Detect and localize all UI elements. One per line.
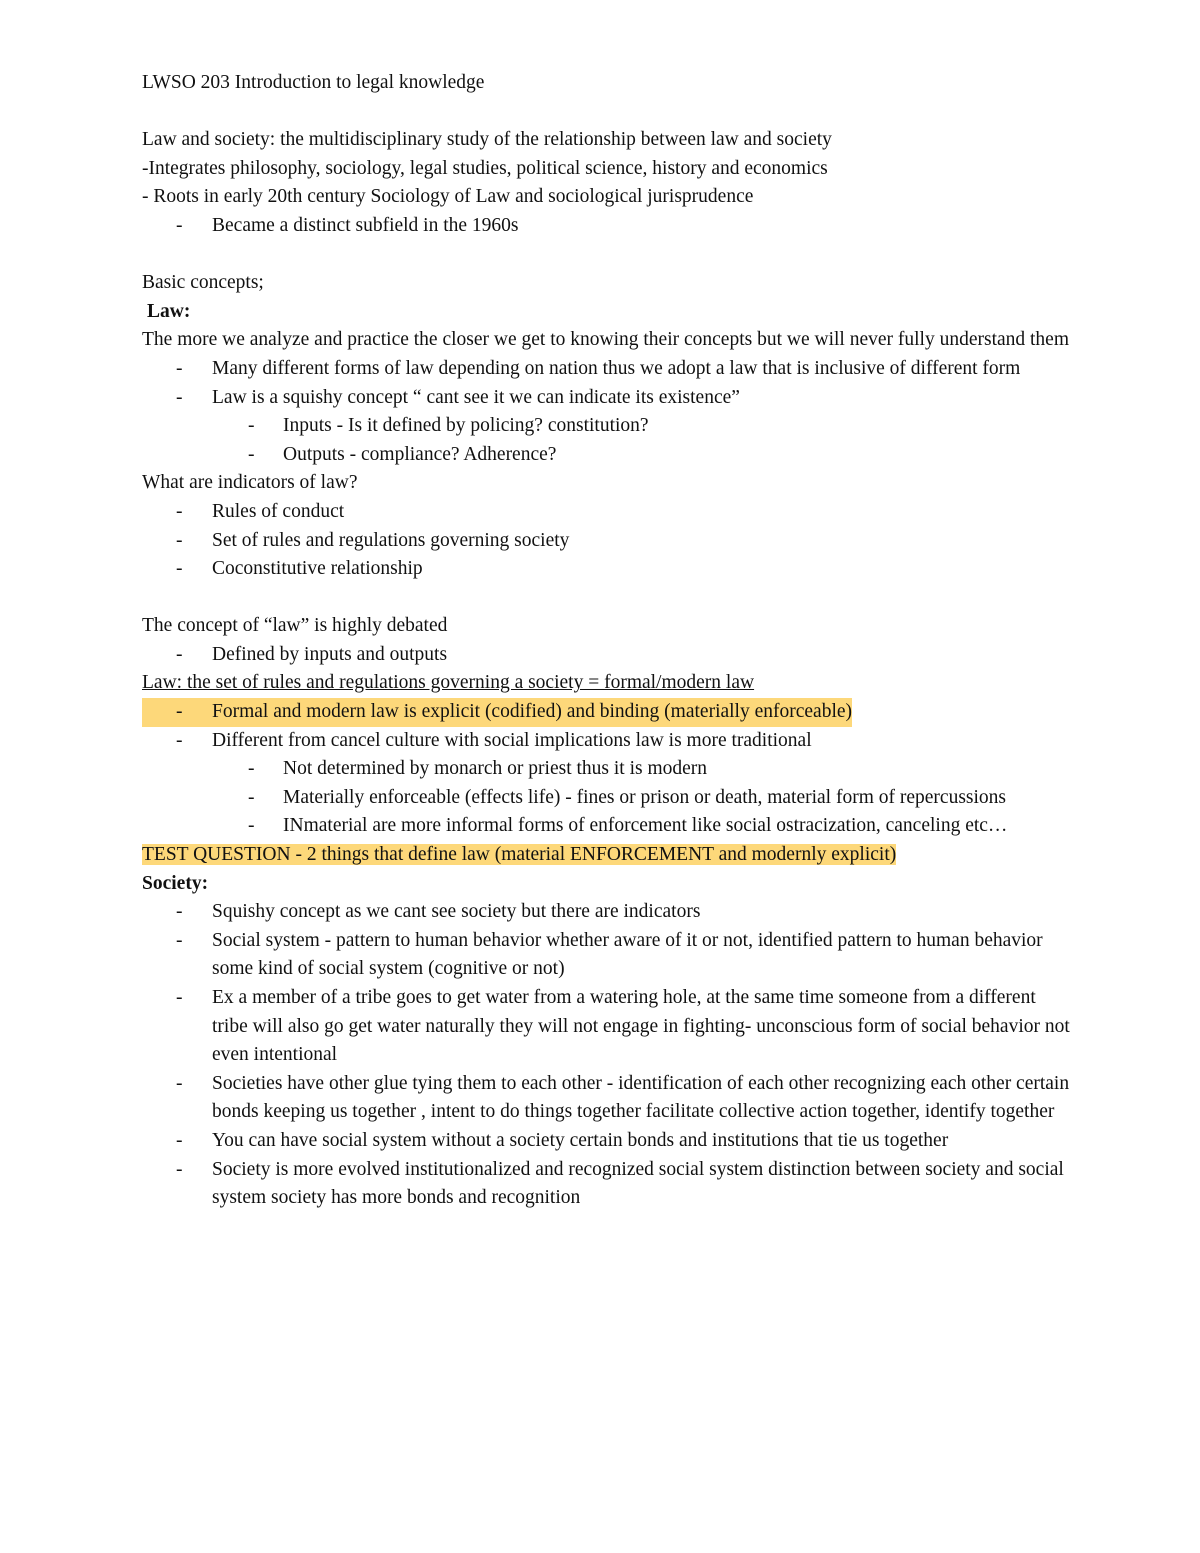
bullet-dash: -: [176, 901, 183, 923]
highlight-bullet-text: Formal and modern law is explicit (codified) and binding (materially enforceable): [212, 701, 853, 723]
law-definition-underlined: Law: the set of rules and regulations governing a society = formal/modern law: [142, 672, 755, 694]
society-bullet-text: Ex a member of a tribe goes to get water from a watering hole, at the same time someone from a different tribe will also go get water naturally they will not engage in fighting- unconscious form of social behavior not even intentional: [212, 987, 1070, 1066]
list-item: [142, 1156, 1072, 1213]
society-heading: Society:: [142, 872, 209, 894]
list-item: [142, 527, 1072, 556]
list-item: [142, 498, 1072, 527]
law-heading: Law:: [147, 300, 191, 322]
list-item: [142, 898, 1072, 927]
list-item: [142, 1127, 1072, 1156]
bullet-dash: -: [176, 987, 183, 1008]
law-sub-bullet-text: Inputs - Is it defined by policing? constitution?: [283, 415, 649, 437]
list-item: [142, 412, 1072, 441]
society-bullet-text: Social system - pattern to human behavior whether aware of it or not, identified pattern to human behavior some kind of social system (cognitive or not): [212, 929, 1043, 980]
list-item: [142, 784, 1072, 813]
bullet-dash: -: [248, 415, 255, 437]
indicators-question: What are indicators of law?: [142, 472, 358, 494]
list-item: [142, 1070, 1072, 1127]
list-item: [142, 727, 1072, 756]
society-bullet-text: You can have social system without a society certain bonds and institutions that tie us together: [212, 1129, 949, 1151]
list-item-highlighted: [142, 698, 1072, 727]
list-item: [142, 441, 1072, 470]
intro-subfield: Became a distinct subfield in the 1960s: [212, 214, 519, 236]
basic-concepts-label: Basic concepts;: [142, 272, 264, 294]
law-sub-bullet-text: Outputs - compliance? Adherence?: [283, 443, 557, 465]
law-bullet-text: Law is a squishy concept “ cant see it we can indicate its existence”: [212, 386, 740, 408]
indicator-text: Set of rules and regulations governing society: [212, 529, 570, 551]
debated-bullet-text: Defined by inputs and outputs: [212, 643, 448, 665]
list-item: [142, 812, 1072, 841]
list-item: [142, 927, 1072, 984]
list-item: [142, 384, 1072, 413]
list-item: [142, 555, 1072, 584]
bullet-dash: -: [176, 500, 183, 522]
document-title: LWSO 203 Introduction to legal knowledge: [142, 72, 485, 93]
bullet-dash: -: [176, 357, 183, 379]
society-bullet-text: Society is more evolved institutionalized and recognized social system distinction between society and social system society has more bonds and recognition: [212, 1158, 1064, 1209]
law-debated: The concept of “law” is highly debated: [142, 615, 448, 637]
bullet-dash: -: [248, 815, 255, 837]
bullet-dash: -: [176, 701, 183, 723]
law-bullet-text: Many different forms of law depending on nation thus we adopt a law that is inclusive of different form: [212, 357, 1021, 379]
cancel-sub-text: INmaterial are more informal forms of enforcement like social ostracization, canceling etc…: [283, 815, 1008, 837]
intro-roots: - Roots in early 20th century Sociology of Law and sociological jurisprudence: [142, 186, 754, 208]
document-body: [142, 69, 1072, 1213]
bullet-dash: -: [176, 214, 183, 236]
list-item: [142, 641, 1072, 670]
bullet-dash: -: [176, 643, 183, 665]
cancel-sub-text: Materially enforceable (effects life) - fines or prison or death, material form of repercussions: [283, 786, 1007, 808]
list-item: [142, 212, 1072, 241]
bullet-dash: -: [176, 729, 183, 751]
intro-integrates: -Integrates philosophy, sociology, legal studies, political science, history and economics: [142, 157, 828, 179]
bullet-dash: -: [176, 1129, 183, 1151]
bullet-dash: -: [176, 386, 183, 408]
bullet-dash: -: [176, 929, 183, 951]
test-question-highlight: TEST QUESTION - 2 things that define law (material ENFORCEMENT and modernly explicit): [142, 844, 897, 866]
bullet-dash: -: [176, 1158, 183, 1180]
list-item: [142, 355, 1072, 384]
bullet-dash: -: [176, 529, 183, 551]
indicator-text: Coconstitutive relationship: [212, 558, 423, 580]
society-bullet-text: Squishy concept as we cant see society but there are indicators: [212, 901, 701, 923]
list-item: [142, 755, 1072, 784]
indicator-text: Rules of conduct: [212, 500, 345, 522]
society-bullet-text: Societies have other glue tying them to each other - identification of each other recognizing each other certain bonds keeping us together , intent to do things together facilitate collective action together, identify together: [212, 1072, 1070, 1123]
highlight-band: [142, 698, 852, 727]
law-paragraph: The more we analyze and practice the closer we get to knowing their concepts but we will never fully understand them: [142, 329, 1070, 351]
intro-definition: Law and society: the multidisciplinary study of the relationship between law and society: [142, 129, 832, 151]
list-item: [142, 984, 1072, 1070]
cancel-sub-text: Not determined by monarch or priest thus it is modern: [283, 758, 708, 780]
bullet-dash: -: [248, 443, 255, 465]
cancel-bullet-text: Different from cancel culture with social implications law is more traditional: [212, 729, 812, 751]
bullet-dash: -: [176, 558, 183, 580]
bullet-dash: -: [248, 758, 255, 780]
bullet-dash: -: [176, 1072, 183, 1094]
bullet-dash: -: [248, 786, 255, 808]
